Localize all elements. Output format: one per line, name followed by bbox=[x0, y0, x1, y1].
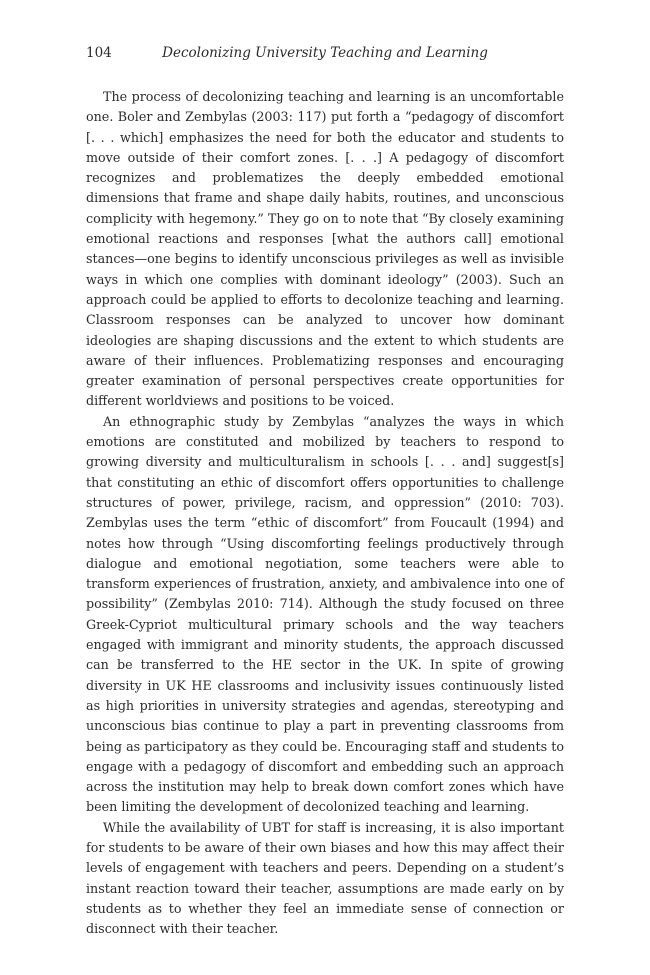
paragraph-1: The process of decolonizing teaching and learning is an uncomfortable one. Boler and Zembylas (2003: 117) put forth a “pedagogy of discomfort [. . . which] emphasizes the need for both the educator and students to move outside of their comfort zones. [. . .] A pedagogy of discomfort recognizes and problematizes the deeply embedded emotional dimensions that frame and shape daily habits, routines, and unconscious complicity with hegemony.” They go on to note that “By closely examining emotional reactions and responses [what the authors call] emotional stances—one begins to identify unconscious privileges as well as invisible ways in which one complies with dominant ideology” (2003). Such an approach could be applied to efforts to decolonize teaching and learning. Classroom responses can be analyzed to uncover how dominant ideologies are shaping discussions and the extent to which students are aware of their influences. Problematizing responses and encouraging greater examination of personal perspectives create opportunities for different worldviews and positions to be voiced. bbox=[86, 89, 564, 409]
page-number: 104 bbox=[86, 45, 112, 61]
body-text bbox=[86, 87, 564, 939]
paragraph-2: An ethnographic study by Zembylas “analyzes the ways in which emotions are constituted and mobilized by teachers to respond to growing diversity and multiculturalism in schools [. . . and] suggest[s] that constituting an ethic of discomfort offers opportunities to challenge structures of power, privilege, racism, and oppression” (2010: 703). Zembylas uses the term “ethic of discomfort” from Foucault (1994) and notes how through “Using discomforting feelings productively through dialogue and emotional negotiation, some teachers were able to transform experiences of frustration, anxiety, and ambivalence into one of possibility” (Zembylas 2010: 714). Although the study focused on three Greek-Cypriot multicultural primary schools and the way teachers engaged with immigrant and minority students, the approach discussed can be transferred to the HE sector in the UK. In spite of growing diversity in UK HE classrooms and inclusivity issues continuously listed as high priorities in university strategies and agendas, stereotyping and unconscious bias continue to play a part in preventing classrooms from being as participatory as they could be. Encouraging staff and students to engage with a pedagogy of discomfort and embedding such an approach across the institution may help to break down comfort zones which have been limiting the development of decolonized teaching and learning. bbox=[86, 413, 564, 815]
running-title: Decolonizing University Teaching and Learning bbox=[162, 45, 488, 61]
paragraph-3: While the availability of UBT for staff is increasing, it is also important for students to be aware of their own biases and how this may affect their levels of engagement with teachers and peers. Depending on a student’s instant reaction toward their teacher, assumptions are made early on by students as to whether they feel an immediate sense of connection or disconnect with their teacher. bbox=[86, 819, 564, 937]
running-head bbox=[86, 42, 564, 64]
